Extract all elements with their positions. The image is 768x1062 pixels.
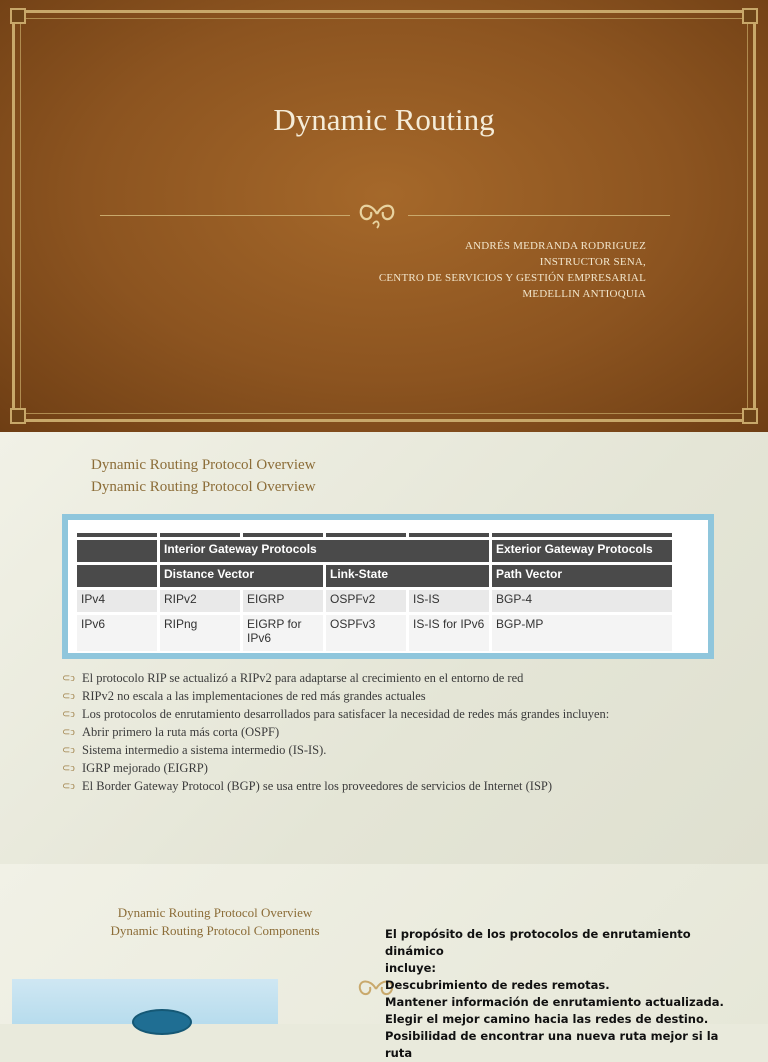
header-cell	[77, 565, 157, 587]
presentation-title: Dynamic Routing	[273, 102, 495, 137]
purpose-text	[385, 926, 735, 1062]
title-line: Dynamic Routing Protocol Overview	[117, 905, 313, 920]
text-line: Elegir el mejor camino hacia las redes de destino.	[385, 1012, 709, 1026]
bullet-icon: ⊂ↄ	[62, 691, 75, 702]
slide-components	[0, 864, 768, 1060]
header-cell: Link-State	[326, 565, 489, 587]
corner-ornament	[10, 408, 26, 424]
corner-ornament	[742, 8, 758, 24]
table-cell: EIGRP for IPv6	[243, 615, 323, 651]
table-cell: RIPng	[160, 615, 240, 651]
author-info	[379, 238, 646, 302]
list-item	[62, 744, 702, 757]
network-diagram-image	[12, 979, 278, 1024]
list-item	[62, 690, 702, 703]
table-row	[77, 590, 672, 612]
table-cell: IS-IS for IPv6	[409, 615, 489, 651]
author-line: ANDRÉS MEDRANDA RODRIGUEZ	[464, 240, 646, 252]
bullet-icon: ⊂ↄ	[62, 763, 75, 774]
divider-line	[408, 215, 670, 216]
table-cell: IPv4	[77, 590, 157, 612]
table-cell: BGP-4	[492, 590, 672, 612]
header-cell	[77, 540, 157, 562]
slide-title	[91, 454, 316, 498]
bullet-text: RIPv2 no escala a las implementaciones de red más grandes actuales	[82, 689, 426, 703]
bullet-icon: ⊂ↄ	[62, 781, 75, 792]
slide-title	[80, 904, 350, 940]
text-line: Mantener información de enrutamiento actualizada.	[385, 995, 724, 1009]
list-item	[62, 726, 702, 739]
bullet-text: Sistema intermedio a sistema intermedio (IS-IS).	[82, 743, 327, 757]
table-cell: RIPv2	[160, 590, 240, 612]
protocol-table	[74, 530, 675, 654]
corner-ornament	[742, 408, 758, 424]
router-icon	[132, 1009, 192, 1035]
table-cell: EIGRP	[243, 590, 323, 612]
list-item	[62, 672, 702, 685]
bullet-icon: ⊂ↄ	[62, 745, 75, 756]
title-line: Dynamic Routing Protocol Overview	[91, 457, 316, 473]
title-line: Dynamic Routing Protocol Overview	[91, 479, 316, 495]
bullet-list	[62, 672, 702, 798]
header-cell: Exterior Gateway Protocols	[492, 540, 672, 562]
flourish-icon	[355, 198, 399, 230]
divider-line	[100, 215, 350, 216]
list-item	[62, 780, 702, 793]
author-line: INSTRUCTOR SENA,	[539, 256, 646, 268]
author-line: CENTRO DE SERVICIOS Y GESTIÓN EMPRESARIAL	[378, 272, 646, 284]
list-item	[62, 708, 702, 721]
header-cell: Path Vector	[492, 565, 672, 587]
title-line: Dynamic Routing Protocol Components	[110, 923, 320, 938]
list-item	[62, 762, 702, 775]
table-cell: OSPFv2	[326, 590, 406, 612]
bullet-text: El protocolo RIP se actualizó a RIPv2 para adaptarse al crecimiento en el entorno de red	[82, 671, 524, 685]
text-line: El propósito de los protocolos de enrutamiento dinámico	[385, 927, 691, 958]
protocol-table-panel	[68, 520, 708, 653]
bullet-text: Abrir primero la ruta más corta (OSPF)	[82, 725, 280, 739]
table-cell: BGP-MP	[492, 615, 672, 651]
corner-ornament	[10, 8, 26, 24]
bullet-text: IGRP mejorado (EIGRP)	[82, 761, 208, 775]
bullet-text: El Border Gateway Protocol (BGP) se usa entre los proveedores de servicios de Internet (ISP)	[82, 779, 553, 793]
header-cell: Interior Gateway Protocols	[160, 540, 489, 562]
table-cell: IS-IS	[409, 590, 489, 612]
author-line: MEDELLIN ANTIOQUIA	[522, 288, 646, 300]
table-header-row	[77, 540, 672, 562]
table-header-row	[77, 565, 672, 587]
table-cell: OSPFv3	[326, 615, 406, 651]
text-line: incluye:	[385, 961, 436, 975]
bullet-icon: ⊂ↄ	[62, 727, 75, 738]
table-top-bar	[77, 533, 672, 537]
bullet-text: Los protocolos de enrutamiento desarrollados para satisfacer la necesidad de redes más grandes incluyen:	[82, 707, 610, 721]
table-row	[77, 615, 672, 651]
text-line: Posibilidad de encontrar una nueva ruta mejor si la ruta	[385, 1029, 719, 1060]
header-cell: Distance Vector	[160, 565, 323, 587]
slide-overview	[0, 432, 768, 864]
text-line: Descubrimiento de redes remotas.	[385, 978, 610, 992]
bullet-icon: ⊂ↄ	[62, 673, 75, 684]
protocol-table-frame	[62, 514, 714, 659]
slide-title	[0, 0, 768, 432]
table-cell: IPv6	[77, 615, 157, 651]
bullet-icon: ⊂ↄ	[62, 709, 75, 720]
